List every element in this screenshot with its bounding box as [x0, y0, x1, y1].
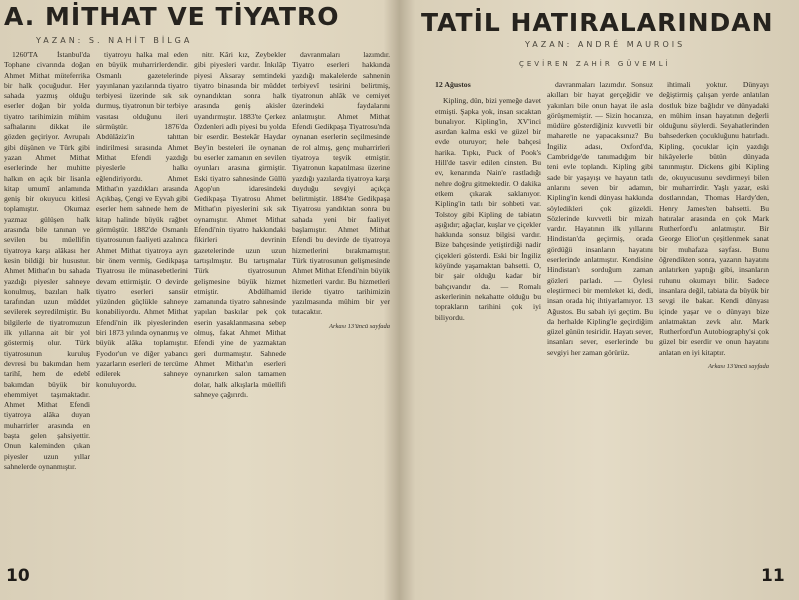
- byline-left: YAZAN: S. NAHİT BİLGA: [36, 36, 193, 45]
- right-page: [401, 0, 799, 600]
- right-column-3-text: ihtimali yoktur. Dünyayı değiştirmiş çalışan yerde anlatılan dostluk bize bağlıdır ve dünyadaki en mühim insan hayatının değerli olduğunu söylerdi. Seyahatlerinden bahsederken çocukluğunu hatırladı. Kipling, çocuklar için yazdığı hikâyelerle bütün dünyada tanınmıştır. Dickens gibi Kipling de, okuyucusunu sevdirmeyi bilen bir muharrirdir. Yaşlı yazar, eski dostlarından, Thomas Hardy'den, Henry James'ten bahsetti. Bu hatıralar arasında en çok Mark Rutherford'u anlatmıştır. Bir George Eliot'un çeşitlenmek sanat bir muhafaza sayfası. Bunu öğrendikten sonra, yazarın hayatını anlatırken yaptığı gibi, insanların ruhunu okumayı bilir. Sadece insanlara değil, tabiata da büyük bir sevgi ile bakar. Kendi dünyası içinde yaşar ve o dünyayı bize anlatmaktan zevk alır. Mark Rutherford'un Autobiography'si çok güzel bir eserdir ve onun hayatını anlatan en iyi kitaptır.: [659, 80, 769, 357]
- left-column-1: [4, 50, 90, 578]
- byline-translator: ÇEVİREN ZAHİR GÜVEMLİ: [519, 60, 671, 68]
- article-title-right: TATİL HATIRALARINDAN: [421, 8, 774, 37]
- left-column-1-text: 1260'TA İstanbul'da Tophane civarında doğan Ahmet Mithat müteferrika bir halk çocuğudur. Her sahada yazmış olduğu eserler doğan bir yolda tiyatro tarihimizin mühim safhalarını dikkat ile gözden geçiriyor. Avrupalı gibi düşünen ve Türk gibi yazan Ahmet Mithat eserlerinde her muhitte halkın en açık bir lisanla kitap umumî anlamında geniş bir okuyucu kitlesi toplamıştır. Okumaz yazmaz gülüşen halk arasında bile tanınan ve sevilen bu müellifin tiyatroya karşı alâkası her kesin bildiği bir husustur. Ahmet Mithat'ın bu sahada yazdığı piyesler sahneye konulmuş, bazıları halk tarafından uzun müddet sevilerek seyredilmiştir. Bu bilgilerle de tiyatromuzun ilk yıllarına ait bir yol göstermiş olur. Türk tiyatrosunun kuruluş devresi bu bakımdan hem tarihî, hem de edebî bakımdan büyük bir ehemmiyet taşımaktadır. Ahmet Mithat Efendi tiyatroya alâka duyan muharrirler arasında en başta gelen şahsiyettir. Onun kaleminden çıkan piyesler uzun yıllar sahnelerde oynanmıştır.: [4, 50, 90, 471]
- left-column-4: [292, 50, 390, 550]
- left-column-3-text: nitr. Kâri kız, Zeybekler gibi piyesleri vardır. İnkılâp piyesi Aksaray semtindeki tiyatro binasında bir müddet oynandıktan sonra halk arasında geniş akisler uyandırmıştır. 1883'te Çerkez Özdenleri adlı piyesi bu yolda bir eserdir. Bestekâr Haydar Bey'in besteleri ile oynanan bu eserler zamanın en sevilen oyunları arasına girmiştir. Eski tiyatro sahnesinde Güllü Agop'un idaresindeki Gedikpaşa Tiyatrosu Ahmet Mithat'ın piyeslerini sık sık oynamıştır. Ahmet Mithat Efendi'nin tiyatro hakkındaki fikirleri devrinin gazetelerinde uzun uzun tartışılmıştır. Bu tartışmalar Türk tiyatrosunun gelişmesine büyük hizmet etmiştir. Abdülhamid zamanında tiyatro sahnesinde yapılan baskılar pek çok eserin yasaklanmasına sebep olmuş, fakat Ahmet Mithat Efendi yine de yazmaktan geri durmamıştır. Sahnede Ahmet Mithat'ın eserleri oynanırken salon tamamen dolar, halk alkışlarla müellifi sahneye çağırırdı.: [194, 50, 286, 399]
- left-column-3: [194, 50, 286, 578]
- left-page: [0, 0, 398, 600]
- page-number-left: 10: [6, 566, 30, 586]
- byline-author: YAZAN: ANDRÉ MAUROIS: [525, 40, 686, 49]
- continued-note-right: Arkası 13'üncü sayfada: [708, 363, 769, 371]
- right-column-3: [659, 80, 769, 540]
- date-heading: 12 Ağustos: [435, 80, 471, 89]
- right-column-1-text: Kipling, dün, bizi yemeğe davet etmişti. Şapka yok, insan sıcaktan bunalıyor. Kipling'in, XV'inci asırdan kalma eski ve güzel bir evde oturuyor; hele bahçesi harika. Tıpkı, Puck of Pook's Hill'de tasvir edilen cinsten. Bu ev, kenarında Nain'e rastladığı nehre doğru gitmektedir. O dakika etkem çıkarak saklanıyor. Kipling'in tatlı bir sohbeti var. Tolstoy gibi Kipling de tabiatın aşığıdır; ağaçlar, kuşlar ve çiçekler hakkında sonsuz bilgisi vardır. Bize bahçesinde yetiştirdiği nadir çiçekleri gösterdi. Eski bir İngiliz köyünde yaşamaktan bahsetti. O, bir şair olduğu kadar bir bahçıvandır da. — Romalı askerlerinin nekahatte olduğu bu toprakların tarihini çok iyi biliyordu.: [435, 96, 541, 322]
- left-column-4-text: davranmaları lazımdır. Tiyatro eserleri hakkında yazdığı makalelerde sahnenin terbiyevî tesirini belirtmiş, tiyatronun ahlâk ve cemiyet üzerindeki faydalarını anlatmıştır. Ahmet Mithat Efendi Gedikpaşa Tiyatrosu'nda oynanan eserlerin seçilmesinde de rol almış, genç muharrirleri tiyatroya teşvik etmiştir. Tiyatronun kapatılması üzerine yazdığı yazılarda tiyatroya karşı duyduğu sevgiyi açıkça belirtmiştir. 1884'te Gedikpaşa Tiyatrosu yandıktan sonra bu sahada yeni bir faaliyet başlamıştır. Ahmet Mithat Efendi bu devirde de tiyatroya hizmetlerini bırakmamıştır. Türk tiyatrosunun gelişmesinde Ahmet Mithat Efendi'nin büyük hizmetleri vardır. Bu hizmetleri ileride tiyatro tarihimizin yazılmasında mühim bir yer tutacaktır.: [292, 50, 390, 317]
- left-column-2-text: tiyatroyu halka mal eden en büyük muharrirlerdendir. Osmanlı gazetelerinde yayınlanan yazılarında tiyatro terbiyesi üzerinde sık sık durmuş, tiyatronun bir terbiye vasıtası olduğunu ileri sürmüştür. 1876'da Abdülâziz'in tahttan indirilmesi sırasında Ahmet Mithat Efendi yazdığı piyeslerle halkı eğlendiriyordu. Ahmet Mithat'ın yazdıkları arasında Açıkbaş, Çengi ve Eyvah gibi eserler hem sahnede hem de kitap halinde büyük rağbet görmüştür. 1882'de Osmanlı tiyatrosunun faaliyeti azalınca Ahmet Mithat tiyatroya ayrı bir önem vermiş, Gedikpaşa Tiyatrosu ile münasebetlerini devam ettirmiştir. O devirde tiyatro eserleri sansür yüzünden güçlükle sahneye konabiliyordu. Ahmet Mithat Efendi'nin ilk piyeslerinden biri 1873 yılında oynanmış ve büyük alâka toplamıştır. Fyodor'un ve diğer yabancı yazarların eserleri de tercüme edilerek sahneye konuluyordu.: [96, 50, 188, 389]
- left-column-2: [96, 50, 188, 578]
- page-number-right: 11: [761, 566, 785, 586]
- right-column-1: [435, 80, 541, 578]
- right-column-2-text: davranmaları lazımdır. Sonsuz akılları bir hayat gerçeğidir ve yakınları bile onun hayat ile asla görüşmemiştir. — Sizin hocanıza, müdüre gösterdiğiniz kuvvetli bir maharetle ne yapacaksınız? Bu İngiliz adası, Oxford'da, Cambridge'de tanımadığım bir teni evle toplandı. Kipling gibi sade bir yaşayışı ve hayatın tatlı anlarını seven bir adamın, Kipling'in kendi dünyası hakkında söyledikleri çok güzeldi. Sözlerinde kuvvetli bir mizah vardır. Hayatının ilk yıllarını Hindistan'da geçirmiş, orada gördüğü insanların hayatını eserlerinde anlatmıştır. Kendisine Hindistan'ı sorduğum zaman gözleri parladı. — Öylesi eleştirmeci bir memleket ki, dedi, insan orada hiç ihtiyarlamıyor. 13 Ağustos. Bu sabah iyi geçtim. Bu da herhalde Kipling'le geçirdiğim güzel günün tesiridir. Hayatı sever, insanları sever, eserlerinde bu sevgiyi her zaman görürüz.: [547, 80, 653, 357]
- right-column-2: [547, 80, 653, 578]
- article-title-left: A. MİTHAT VE TİYATRO: [4, 2, 340, 31]
- continued-note-left: Arkası 13'üncü sayfada: [329, 322, 390, 330]
